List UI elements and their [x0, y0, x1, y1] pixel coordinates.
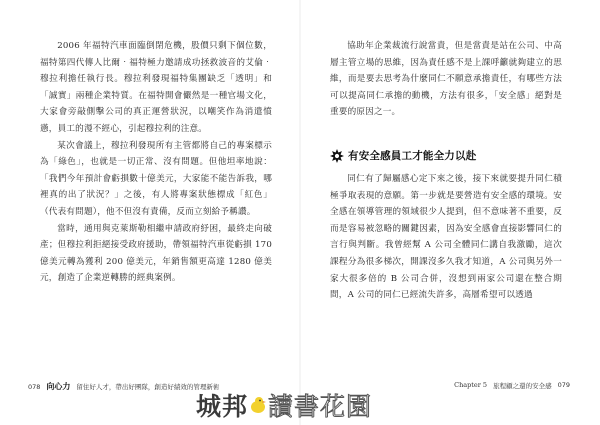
bird-icon [249, 395, 267, 415]
section-heading [330, 149, 562, 163]
paragraph: 2006 年福特汽車面臨倒閉危機，股價只剩下個位數，福特第四代傳人比爾‧福特極力邀請成功拯救波音的艾倫‧穆拉利擔任執行長。穆拉利發現福特集團缺乏「透明」和「誠實」兩種企業特質。在福特開會儼然是一種官場文化，大家會旁敲側擊公司的真正運營狀況，以嘲笑作為消遣憤懣，員工的漫不經心，引起穆拉利的注意。 [40, 41, 272, 134]
watermark-text-bold: 城邦 [196, 392, 249, 421]
chapter-title: 旅程顧之還的安全感 [493, 382, 552, 390]
paragraph: 某次會議上，穆拉利發現所有主管都將自己的專案標示為「綠色」，也就是一切正常、沒有問題。但他坦率地說：「我們今年預計會虧損數十億美元，大家能不能告訴我，哪裡真的出了狀況？」之後，有人將專案狀態標成「紅色」（代表有問題），他不但沒有責備，反而立刻給予稱讚。 [40, 140, 272, 217]
watermark-text-outline: 讀書花園 [268, 392, 373, 421]
left-text-column [40, 38, 272, 287]
paragraph: 協助年企業裁流行說當責，但是當責是站在公司、中高層主管立場的思維，因為責任感不是上課呼籲就夠建立的思維，而是要去思考為什麼同仁不願意承擔責任，有哪些方法可以提高同仁承擔的動機，方法有很多，「安全感」絕對是重要的原因之一。 [330, 41, 562, 118]
watermark-logo [196, 388, 372, 422]
right-footer [454, 381, 570, 390]
starburst-icon [330, 149, 344, 163]
section-heading-text: 有安全感員工才能全力以赴 [348, 149, 477, 162]
book-title: 向心力 [46, 381, 71, 391]
right-page [300, 0, 600, 425]
paragraph: 同仁有了歸屬感心定下來之後，接下來就要提升同仁積極爭取表現的意願。第一步就是要營造有安全感的環境。安全感在領導管理的領域很少人提到，但不意味著不重要，反而是容易被忽略的關鍵因素，因為安全感會直接影響同仁的言行與判斷。我曾經幫 A 公司全體同仁講自我激勵，這次課程分為很多梯次，開課沒多久我才知道，A 公司與另外一家大很多倍的 B 公司合併，沒想到兩家公司還在整合期間，A 公司的同仁已經流失許多，高層希望可以透過 [330, 173, 562, 301]
page-number: 078 [28, 382, 41, 391]
chapter-label: Chapter 5 [454, 381, 488, 389]
page-number: 079 [557, 381, 570, 389]
right-text-column [330, 38, 562, 304]
book-subtitle: 留住好人才，帶出好團隊，創造好績效的管理新術 [76, 383, 220, 391]
left-footer [28, 381, 219, 392]
paragraph: 當時，通用與克萊斯勒相繼申請政府紓困，最終走向破產；但穆拉利拒絕接受政府援助，帶領福特汽車從虧損 170 億美元轉為獲利 200 億美元，年銷售額更高達 1280 億美元，創造了企業逆轉勝的經典案例。 [40, 223, 272, 284]
